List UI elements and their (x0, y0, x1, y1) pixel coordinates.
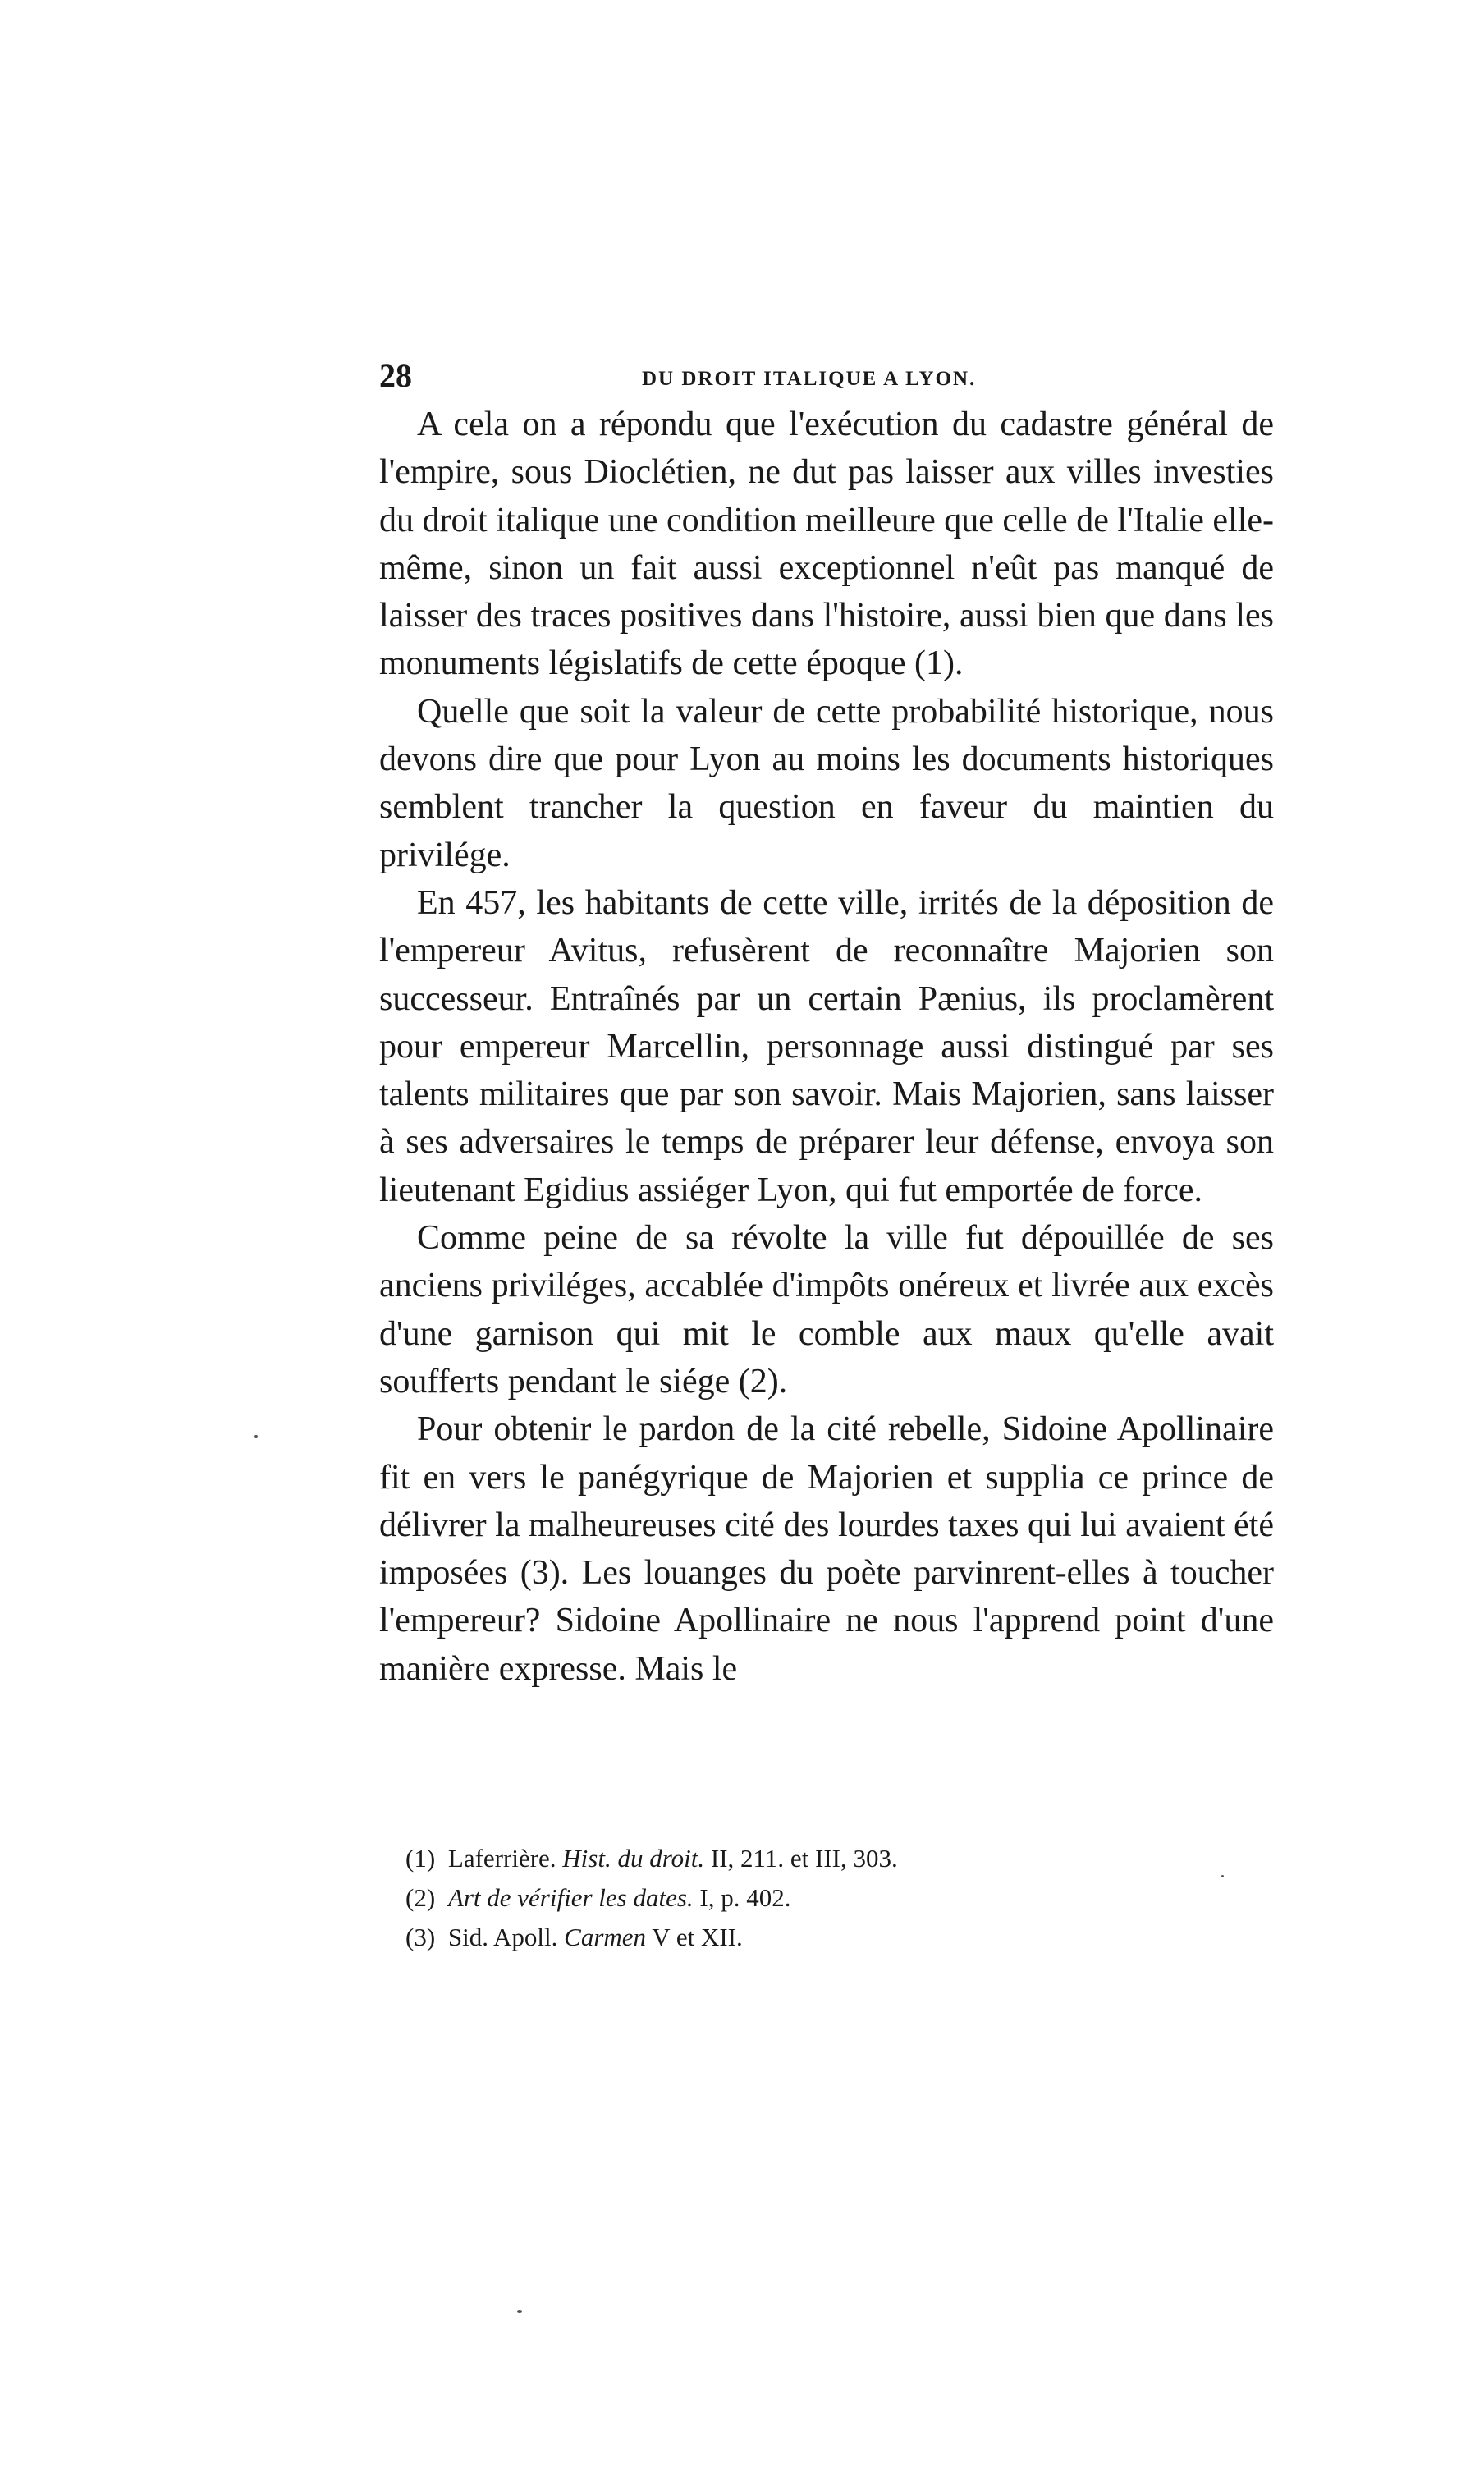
paper-speck (517, 2310, 522, 2313)
paper-speck (1221, 1875, 1224, 1877)
footnote-mark: (1) (405, 1844, 436, 1873)
footnote (405, 1878, 1276, 1918)
footnote-text: I, p. 402. (699, 1883, 791, 1912)
footnote-italic: Carmen (564, 1923, 647, 1951)
footnote (405, 1839, 1276, 1878)
footnote (405, 1918, 1276, 1957)
page-number: 28 (379, 357, 412, 394)
paper-speck (254, 1435, 258, 1438)
footnote-italic: Art de vérifier les dates. (447, 1883, 694, 1912)
running-title: DU DROIT ITALIQUE A LYON. (642, 368, 977, 390)
body-text (379, 401, 1274, 1693)
running-head (379, 351, 1274, 401)
footnote-mark: (3) (405, 1923, 436, 1951)
paragraph: Comme peine de sa révolte la ville fut dépouillée de ses anciens priviléges, accablée d'impôts onéreux et livrée aux excès d'une garnison qui mit le comble aux maux qu'elle avait soufferts pendant le siége (2). (379, 1219, 1274, 1401)
paragraph: Pour obtenir le pardon de la cité rebelle, Sidoine Apollinaire fit en vers le panégyrique de Majorien et supplia ce prince de délivrer la malheureuses cité des lourdes taxes qui lui avaient été imposées (3). Les louanges du poète parvinrent-elles à toucher l'empereur? Sidoine Apollinaire ne nous l'apprend point d'une manière expresse. Mais le (379, 1410, 1274, 1688)
footnote-text: Sid. Apoll. (447, 1923, 558, 1951)
footnote-italic: Hist. du droit. (562, 1844, 705, 1873)
footnote-text: II, 211. et III, 303. (710, 1844, 898, 1873)
footnotes (405, 1839, 1276, 1957)
footnote-text: V et XII. (652, 1923, 743, 1951)
paragraph: A cela on a répondu que l'exécution du cadastre général de l'empire, sous Dioclétien, ne dut pas laisser aux villes investies du droit italique une condition meilleure que celle de l'Italie elle-même, sinon un fait aussi exceptionnel n'eût pas manqué de laisser des traces positives dans l'histoire, aussi bien que dans les monuments législatifs de cette époque (1). (379, 406, 1274, 683)
paragraph: Quelle que soit la valeur de cette probabilité historique, nous devons dire que pour Lyon au moins les documents historiques semblent trancher la question en faveur du maintien du privilége. (379, 692, 1274, 874)
footnote-mark: (2) (405, 1883, 436, 1912)
footnote-text: Laferrière. (447, 1844, 556, 1873)
paragraph: En 457, les habitants de cette ville, irrités de la déposition de l'empereur Avitus, refusèrent de reconnaître Majorien son successeur. Entraînés par un certain Pænius, ils proclamèrent pour empereur Marcellin, personnage aussi distingué par ses talents militaires que par son savoir. Mais Majorien, sans laisser à ses adversaires le temps de préparer leur défense, envoya son lieutenant Egidius assiéger Lyon, qui fut emportée de force. (379, 883, 1274, 1209)
